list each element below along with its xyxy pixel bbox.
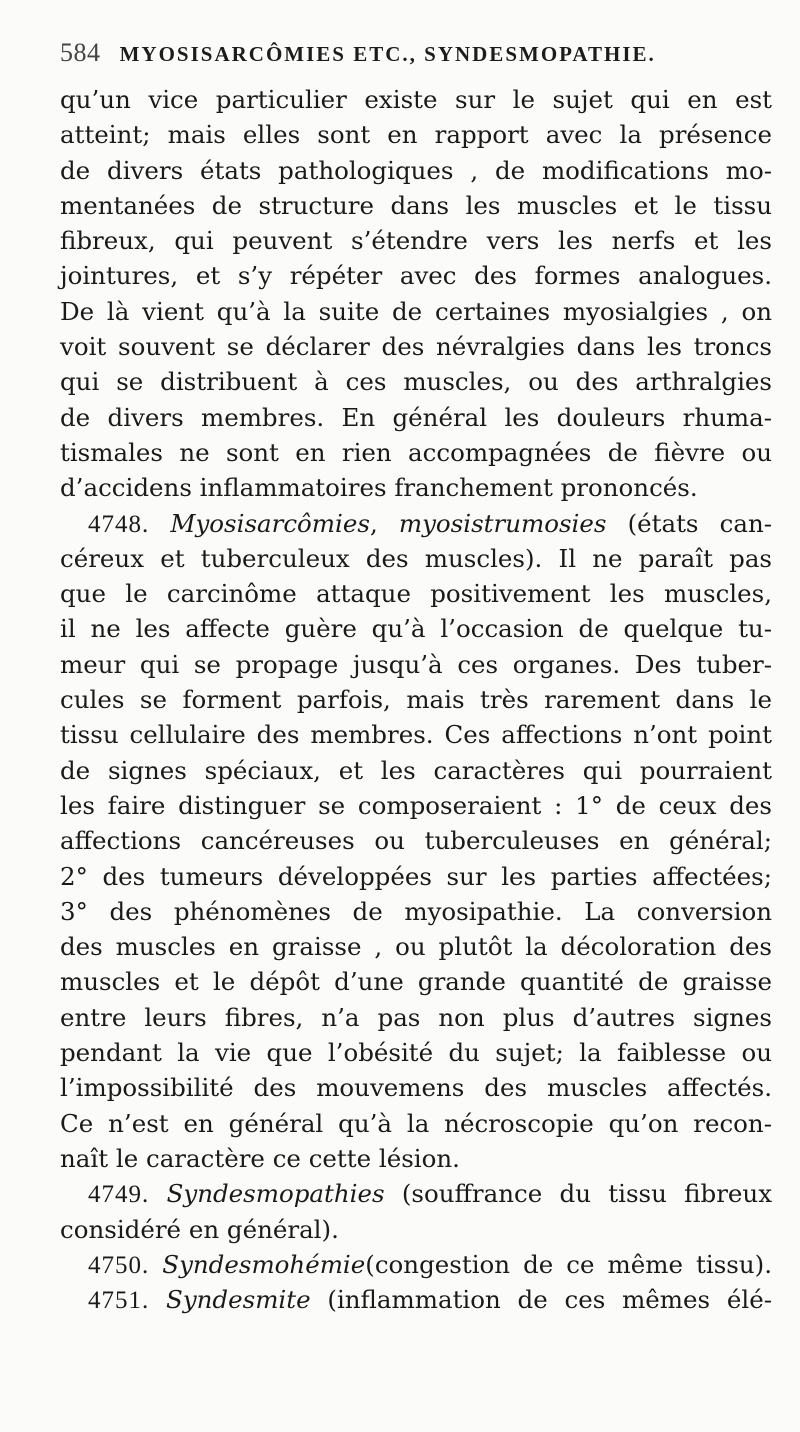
text-run: muscles et le dépôt d’une grande quantité de graisse	[60, 967, 772, 997]
body-text	[60, 82, 772, 1317]
text-line	[60, 153, 772, 188]
text-run: jointures, et s’y répéter avec des formes analogues.	[60, 261, 772, 291]
text-line	[60, 435, 772, 470]
italic-term: Syndesmite	[166, 1285, 311, 1315]
text-line	[60, 258, 772, 293]
text-run: considéré en général).	[60, 1214, 339, 1244]
text-line	[60, 929, 772, 964]
text-line	[60, 470, 772, 505]
text-run: qui se distribuent à ces muscles, ou des arthralgies	[60, 367, 772, 397]
text-run: meur qui se propage jusqu’à ces organes. Des tuber-	[60, 649, 772, 679]
text-run: pendant la vie que l’obésité du sujet; la faiblesse ou	[60, 1038, 772, 1068]
text-run: (souffrance du tissu fibreux	[384, 1179, 773, 1209]
text-line	[60, 682, 772, 717]
text-line	[60, 753, 772, 788]
text-line	[60, 329, 772, 364]
italic-term: Myosisarcômies	[170, 508, 370, 538]
text-run	[149, 509, 170, 538]
text-run: de divers états pathologiques , de modifications mo-	[60, 155, 772, 185]
text-run: céreux et tuberculeux des muscles). Il ne paraît pas	[60, 543, 772, 573]
running-title: MYOSISARCÔMIES ETC., SYNDESMOPATHIE.	[119, 42, 656, 66]
text-line	[60, 647, 772, 682]
text-run: que le carcinôme attaque positivement les muscles,	[60, 579, 772, 609]
text-run: mentanées de structure dans les muscles et le tissu	[60, 190, 772, 220]
paragraph-number: 4750.	[88, 1251, 150, 1279]
paragraph-number: 4748.	[88, 510, 150, 538]
text-run: ,	[369, 508, 399, 538]
text-run	[149, 1179, 166, 1208]
text-line	[60, 576, 772, 611]
text-line	[60, 1176, 772, 1211]
text-run: fibreux, qui peuvent s’étendre vers les nerfs et les	[60, 226, 772, 256]
text-run: d’accidens inflammatoires franchement prononcés.	[60, 473, 698, 503]
text-line	[60, 1212, 772, 1247]
text-line	[60, 506, 772, 541]
text-line	[60, 717, 772, 752]
text-line	[60, 1247, 772, 1282]
text-line	[60, 1141, 772, 1176]
text-run: (inflammation de ces mêmes élé-	[310, 1285, 772, 1315]
text-run	[149, 1250, 162, 1279]
text-line	[60, 117, 772, 152]
italic-term: Syndesmohémie	[162, 1249, 366, 1279]
page-number: 584	[60, 38, 101, 67]
text-line	[60, 1035, 772, 1070]
text-line	[60, 1070, 772, 1105]
text-run: 2° des tumeurs développées sur les parties affectées;	[60, 861, 772, 891]
page-header	[60, 38, 760, 68]
text-run: naît le caractère ce cette lésion.	[60, 1143, 460, 1173]
text-line	[60, 788, 772, 823]
text-line	[60, 541, 772, 576]
text-line	[60, 1106, 772, 1141]
text-run: voit souvent se déclarer des névralgies dans les troncs	[60, 332, 772, 362]
text-run: de divers membres. En général les douleurs rhuma-	[60, 402, 772, 432]
text-run: entre leurs fibres, n’a pas non plus d’autres signes	[60, 1002, 772, 1032]
text-run: tissu cellulaire des membres. Ces affections n’ont point	[60, 720, 772, 750]
text-run: tismales ne sont en rien accompagnées de fièvre ou	[60, 437, 772, 467]
text-run: des muscles en graisse , ou plutôt la décoloration des	[60, 932, 772, 962]
text-run: 3° des phénomènes de myosipathie. La conversion	[60, 896, 772, 926]
text-line	[60, 294, 772, 329]
text-line	[60, 894, 772, 929]
text-run: atteint; mais elles sont en rapport avec la présence	[60, 120, 772, 150]
text-run: cules se forment parfois, mais très rarement dans le	[60, 685, 772, 715]
text-run: les faire distinguer se composeraient : 1° de ceux des	[60, 790, 772, 820]
text-run: de signes spéciaux, et les caractères qui pourraient	[60, 755, 772, 785]
text-line	[60, 859, 772, 894]
text-run: il ne les affecte guère qu’à l’occasion de quelque tu-	[60, 614, 772, 644]
text-run: (états can-	[606, 508, 772, 538]
text-line	[60, 611, 772, 646]
italic-term: Syndesmopathies	[166, 1179, 385, 1209]
text-line	[60, 82, 772, 117]
text-run: l’impossibilité des mouvemens des muscles affectés.	[60, 1073, 772, 1103]
text-line	[60, 1000, 772, 1035]
text-line	[60, 188, 772, 223]
text-line	[60, 223, 772, 258]
text-line	[60, 1282, 772, 1317]
text-run: (congestion de ce même tissu).	[365, 1249, 772, 1279]
italic-term: myosistrumosies	[398, 508, 607, 538]
text-run: affections cancéreuses ou tuberculeuses en général;	[60, 826, 772, 856]
text-run: De là vient qu’à la suite de certaines myosialgies , on	[60, 296, 772, 326]
text-run: qu’un vice particulier existe sur le sujet qui en est	[60, 85, 772, 114]
paragraph-number: 4751.	[88, 1287, 150, 1315]
text-line	[60, 400, 772, 435]
text-line	[60, 364, 772, 399]
text-line	[60, 964, 772, 999]
text-run	[149, 1285, 166, 1314]
text-line	[60, 823, 772, 858]
paragraph-number: 4749.	[88, 1181, 150, 1209]
text-run: Ce n’est en général qu’à la nécroscopie qu’on recon-	[60, 1108, 772, 1138]
